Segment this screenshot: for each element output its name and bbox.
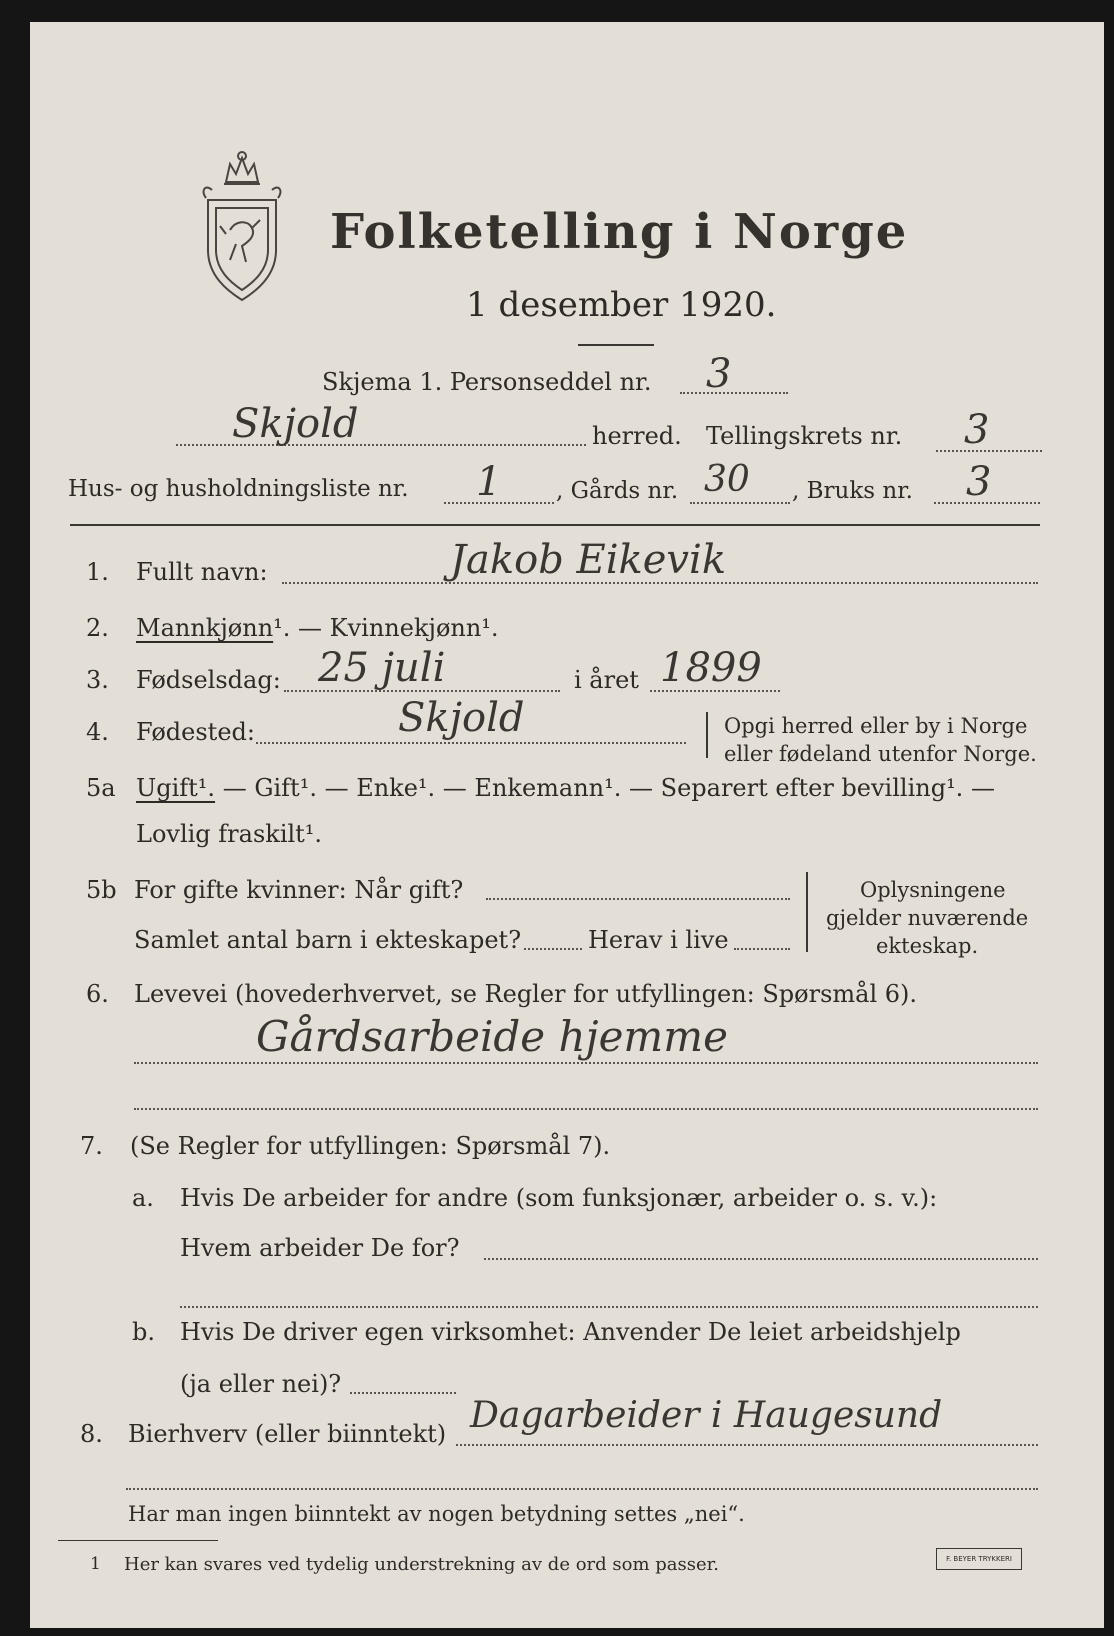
q4-note-line2: eller fødeland utenfor Norge. <box>724 742 1037 766</box>
q3-year-label: i året <box>574 666 639 694</box>
q5b-alive-line <box>734 948 790 950</box>
q7a-line2 <box>180 1306 1038 1308</box>
q5a-line2: Lovlig fraskilt¹. <box>136 820 323 848</box>
q1-number: 1. <box>86 558 109 586</box>
q8-line2 <box>126 1488 1038 1490</box>
header-rule <box>70 524 1040 526</box>
norway-coat-of-arms-icon <box>196 150 288 310</box>
household-label: Hus- og husholdningsliste nr. <box>68 476 409 502</box>
q3-birth-day: 25 juli <box>318 645 446 691</box>
q1-label: Fullt navn: <box>136 558 268 586</box>
q4-label: Fødested: <box>136 718 255 746</box>
q6-line2 <box>134 1108 1038 1110</box>
footnote-text: Her kan svares ved tydelig understrekning av de ord som passer. <box>124 1554 719 1575</box>
q2-sep: ¹. — <box>273 614 330 642</box>
q7-label: (Se Regler for utfyllingen: Spørsmål 7). <box>130 1132 611 1160</box>
q5a-options <box>136 776 995 800</box>
herred-label: herred. <box>592 422 682 450</box>
q5b-children-label: Samlet antal barn i ekteskapet? <box>134 926 522 954</box>
q5b-note-line3: ekteskap. <box>876 934 979 958</box>
tellingskrets-line <box>936 450 1042 452</box>
q4-note-line1: Opgi herred eller by i Norge <box>724 714 1028 738</box>
q7a-question: Hvem arbeider De for? <box>180 1234 460 1262</box>
q2-number: 2. <box>86 614 109 642</box>
q4-birthplace: Skjold <box>398 695 525 741</box>
q3-number: 3. <box>86 666 109 694</box>
q4-brace <box>706 712 708 758</box>
herred-value: Skjold <box>232 401 359 447</box>
q3-label: Fødselsdag: <box>136 666 281 694</box>
q8-line <box>456 1444 1038 1446</box>
q6-line1 <box>134 1062 1038 1064</box>
gards-nr-line <box>690 502 790 504</box>
q5a-ugift: Ugift¹. <box>136 774 216 802</box>
q5b-brace <box>806 872 808 952</box>
footnote-rule <box>58 1540 218 1541</box>
q5b-married-label: For gifte kvinner: Når gift? <box>134 876 464 904</box>
q1-full-name: Jakob Eikevik <box>450 537 727 583</box>
q7b-text: Hvis De driver egen virksomhet: Anvender De leiet arbeidshjelp <box>180 1318 961 1346</box>
q5b-note-line2: gjelder nuværende <box>826 906 1029 930</box>
q2-options <box>136 616 499 640</box>
tellingskrets-label: Tellingskrets nr. <box>706 422 903 450</box>
printer-stamp <box>936 1548 1022 1570</box>
person-nr-line <box>680 392 788 394</box>
form-title: Folketelling i Norge <box>330 204 909 260</box>
q8-side-occupation: Dagarbeider i Haugesund <box>470 1395 943 1436</box>
q7a-marker: a. <box>132 1184 154 1212</box>
q5b-children-line <box>524 948 582 950</box>
q4-number: 4. <box>86 718 109 746</box>
q7a-line1 <box>484 1258 1038 1260</box>
footnote-marker: 1 <box>90 1554 101 1574</box>
gards-nr-value: 30 <box>704 459 750 500</box>
q6-number: 6. <box>86 980 109 1008</box>
title-rule <box>578 344 654 346</box>
bruks-label: , Bruks nr. <box>792 478 913 504</box>
q5b-number: 5b <box>86 876 117 904</box>
q5b-note-line1: Oplysningene <box>860 878 1006 902</box>
footer-note: Har man ingen biinntekt av nogen betydning settes „nei“. <box>128 1502 745 1526</box>
q8-number: 8. <box>80 1420 103 1448</box>
q5a-number: 5a <box>86 774 116 802</box>
q7-number: 7. <box>80 1132 103 1160</box>
census-date: 1 desember 1920. <box>466 285 777 325</box>
gards-label: , Gårds nr. <box>556 478 679 504</box>
q3-birth-year: 1899 <box>660 645 762 691</box>
q2-male: Mannkjønn <box>136 614 274 642</box>
q7a-text: Hvis De arbeider for andre (som funksjonær, arbeider o. s. v.): <box>180 1184 938 1212</box>
q4-line <box>256 742 686 744</box>
bruks-nr-value: 3 <box>966 459 992 505</box>
q7b-marker: b. <box>132 1318 155 1346</box>
q5b-married-line <box>486 898 790 900</box>
q6-occupation: Gårdsarbeide hjemme <box>256 1012 728 1061</box>
person-nr-value: 3 <box>706 351 732 397</box>
household-nr-value: 1 <box>476 459 502 505</box>
schema-label: Skjema 1. Personseddel nr. <box>322 368 652 396</box>
q7b-question: (ja eller nei)? <box>180 1370 342 1398</box>
q8-label: Bierhverv (eller biinntekt) <box>128 1420 447 1448</box>
q6-label: Levevei (hovederhvervet, se Regler for utfyllingen: Spørsmål 6). <box>134 980 918 1008</box>
q5b-alive-label: Herav i live <box>588 926 729 954</box>
q2-female: Kvinnekjønn¹. <box>329 614 499 642</box>
tellingskrets-value: 3 <box>964 407 990 453</box>
q7b-line <box>350 1392 456 1394</box>
q5a-other-options: — Gift¹. — Enke¹. — Enkemann¹. — Separert efter bevilling¹. — <box>222 774 995 802</box>
printer-stamp-text: F. BEYER TRYKKERI <box>946 1555 1012 1563</box>
